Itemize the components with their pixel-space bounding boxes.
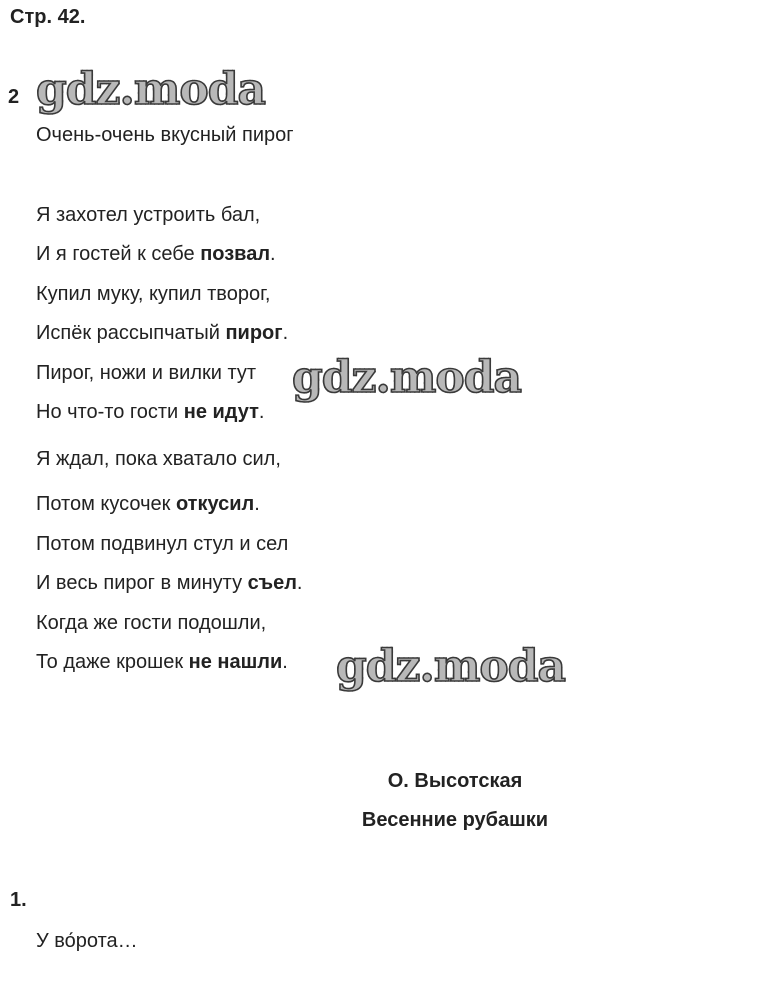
poem-line-1: Я захотел устроить бал, xyxy=(36,204,261,226)
poem-line-8: Потом кусочек откусил. xyxy=(36,493,260,515)
poem-line-5: Пирог, ножи и вилки тут xyxy=(36,362,257,384)
watermark-logo: gdz.moda xyxy=(292,352,522,403)
poem-line-11: Когда же гости подошли, xyxy=(36,612,267,634)
poem-line-10: И весь пирог в минуту съел. xyxy=(36,572,303,594)
task-number: 2 xyxy=(8,86,20,108)
watermark-logo: gdz.moda xyxy=(36,64,266,115)
poem-line-9: Потом подвинул стул и сел xyxy=(36,533,289,555)
answer-line: У во́рота… xyxy=(36,930,138,952)
poem-line-7: Я ждал, пока хватало сил, xyxy=(36,448,281,470)
credit-author: О. Высотская xyxy=(387,770,523,792)
page-header: Стр. 42. xyxy=(10,6,86,28)
poem-line-2: И я гостей к себе позвал. xyxy=(36,243,276,265)
watermark-logo: gdz.moda xyxy=(336,641,566,692)
poem-line-3: Купил муку, купил творог, xyxy=(36,283,271,305)
poem-title: Очень-очень вкусный пирог xyxy=(36,124,294,146)
poem-line-6: Но что-то гости не идут. xyxy=(36,401,265,423)
poem-line-12: То даже крошек не нашли. xyxy=(36,651,288,673)
credit-work-title: Весенние рубашки xyxy=(361,809,549,831)
poem-line-4: Испёк рассыпчатый пирог. xyxy=(36,322,289,344)
task-number: 1. xyxy=(10,889,27,911)
